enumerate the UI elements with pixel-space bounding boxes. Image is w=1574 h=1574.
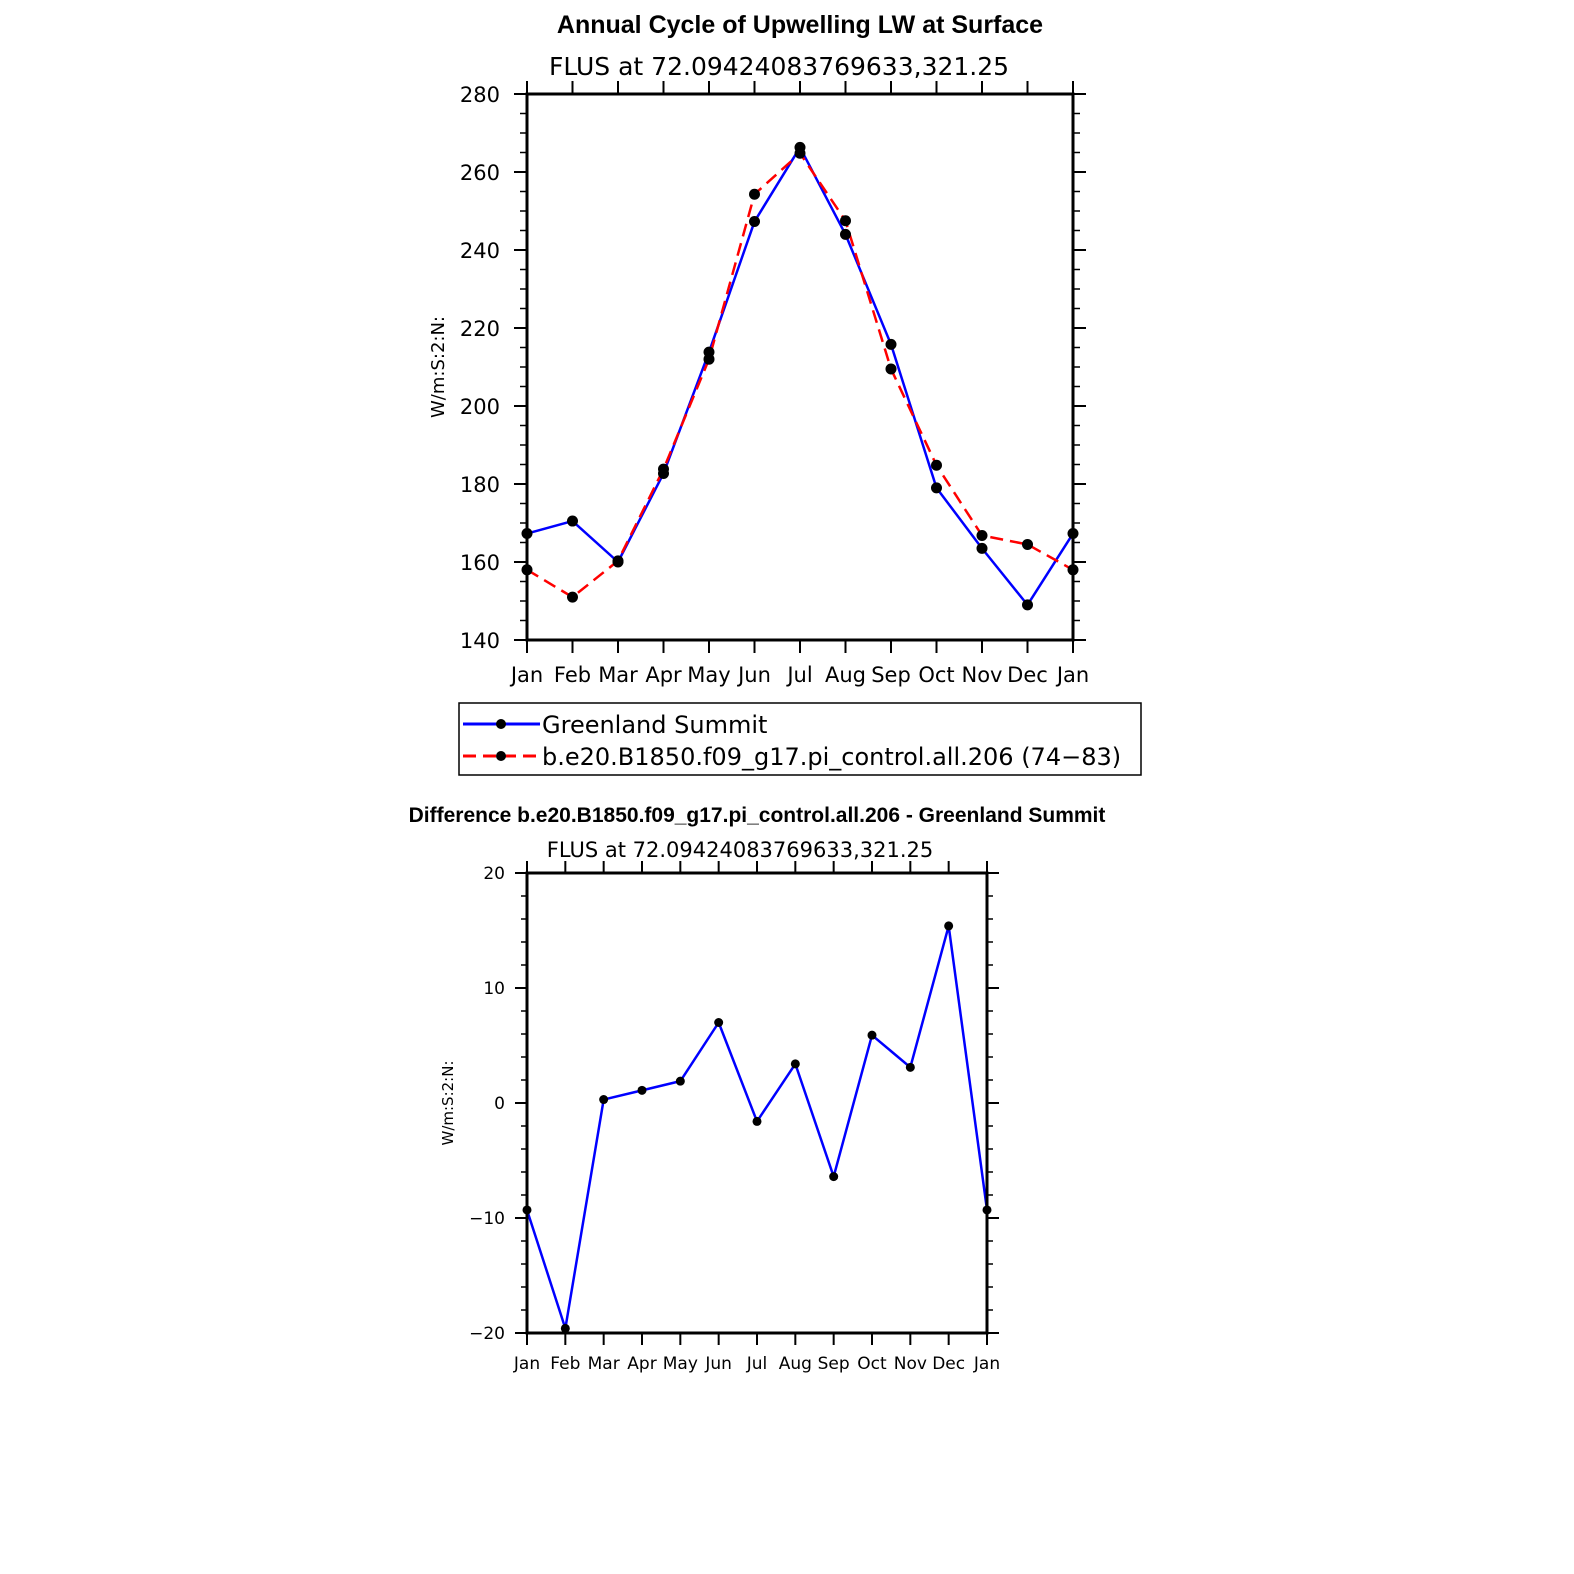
x-tick-label: May <box>662 1354 698 1374</box>
data-point-0 <box>829 1172 838 1181</box>
series-layer <box>523 921 992 1333</box>
x-tick-label: Jun <box>738 663 771 687</box>
y-tick-label: 160 <box>459 551 500 575</box>
x-tick-label: Nov <box>961 663 1003 687</box>
data-point-0 <box>714 1018 723 1027</box>
legend <box>459 703 1141 775</box>
chart-title: Difference b.e20.B1850.f09_g17.pi_control.all.206 - Greenland Summit <box>408 804 1106 827</box>
data-point-0 <box>1022 599 1033 610</box>
x-tick-label: Apr <box>627 1354 657 1374</box>
y-tick-label: 240 <box>459 239 500 263</box>
data-point-1 <box>931 460 942 471</box>
x-tick-label: Jun <box>705 1354 732 1374</box>
y-tick-label: 20 <box>483 864 505 884</box>
data-point-1 <box>977 530 988 541</box>
x-tick-label: Apr <box>645 663 682 687</box>
x-tick-labels <box>513 1354 1000 1374</box>
series-line-0 <box>527 926 987 1329</box>
data-point-1 <box>749 189 760 200</box>
y-tick-label: 10 <box>483 979 505 999</box>
x-tick-label: Mar <box>587 1354 620 1374</box>
data-point-0 <box>944 921 953 930</box>
data-point-0 <box>868 1031 877 1040</box>
x-tick-label: May <box>687 663 731 687</box>
data-point-0 <box>753 1117 762 1126</box>
data-point-1 <box>886 363 897 374</box>
data-point-1 <box>567 592 578 603</box>
x-tick-label: Dec <box>1007 663 1048 687</box>
y-tick-label: −10 <box>469 1209 505 1229</box>
x-tick-label: Sep <box>871 663 911 687</box>
data-point-0 <box>977 543 988 554</box>
legend-marker-greenland-summit <box>496 719 506 729</box>
chart-subtitle: FLUS at 72.09424083769633,321.25 <box>548 52 1010 81</box>
data-point-0 <box>931 482 942 493</box>
data-point-0 <box>599 1095 608 1104</box>
y-tick-labels <box>460 83 500 653</box>
legend-entry-model <box>463 743 1121 771</box>
chart-title: Annual Cycle of Upwelling LW at Surface <box>556 11 1044 39</box>
data-point-0 <box>840 229 851 240</box>
data-point-0 <box>676 1077 685 1086</box>
data-point-1 <box>613 555 624 566</box>
x-tick-label: Jan <box>1056 663 1090 687</box>
tick-marks <box>515 861 999 1345</box>
x-tick-label: Feb <box>550 1354 581 1374</box>
x-tick-label: Oct <box>918 663 955 687</box>
data-point-1 <box>795 148 806 159</box>
series-line-1 <box>527 153 1073 597</box>
x-tick-label: Jan <box>513 1354 541 1374</box>
data-point-1 <box>704 354 715 365</box>
data-point-0 <box>906 1063 915 1072</box>
x-tick-label: Oct <box>857 1354 887 1374</box>
y-tick-label: 260 <box>459 161 500 185</box>
data-point-0 <box>638 1086 647 1095</box>
annual-cycle-chart <box>428 11 1141 775</box>
x-tick-label: Sep <box>817 1354 850 1374</box>
y-tick-label: 180 <box>459 473 500 497</box>
x-tick-label: Aug <box>778 1354 812 1374</box>
y-tick-label: 280 <box>459 83 500 107</box>
x-tick-label: Mar <box>598 663 638 687</box>
difference-chart <box>409 804 1106 1374</box>
data-point-0 <box>567 516 578 527</box>
y-tick-label: 220 <box>459 317 500 341</box>
legend-label-greenland-summit: Greenland Summit <box>542 711 768 739</box>
y-tick-labels <box>469 864 505 1344</box>
data-point-0 <box>886 339 897 350</box>
x-tick-label: Jan <box>973 1354 1001 1374</box>
series-layer <box>522 142 1079 610</box>
data-point-0 <box>791 1059 800 1068</box>
data-point-1 <box>1022 539 1033 550</box>
y-tick-label: −20 <box>469 1324 505 1344</box>
data-point-1 <box>658 464 669 475</box>
y-tick-label: 200 <box>459 395 500 419</box>
y-tick-label: 140 <box>459 629 500 653</box>
x-tick-label: Jul <box>787 663 813 687</box>
plot-frame <box>527 873 987 1333</box>
legend-marker-model <box>496 751 506 761</box>
x-tick-label: Feb <box>553 663 592 687</box>
y-axis-label: W/m:S:2:N: <box>428 316 449 418</box>
y-tick-label: 0 <box>494 1094 505 1114</box>
x-tick-label: Aug <box>824 663 867 687</box>
legend-label-model: b.e20.B1850.f09_g17.pi_control.all.206 (74−83) <box>542 743 1122 771</box>
chart-subtitle: FLUS at 72.09424083769633,321.25 <box>546 838 934 862</box>
x-tick-labels <box>509 663 1089 687</box>
x-tick-label: Nov <box>893 1354 927 1374</box>
x-tick-label: Dec <box>932 1354 966 1374</box>
y-axis-label: W/m:S:2:N: <box>439 1060 457 1146</box>
data-point-1 <box>840 215 851 226</box>
x-tick-label: Jul <box>746 1354 768 1374</box>
x-tick-label: Jan <box>510 663 544 687</box>
data-point-0 <box>749 216 760 227</box>
tick-marks <box>514 81 1086 653</box>
